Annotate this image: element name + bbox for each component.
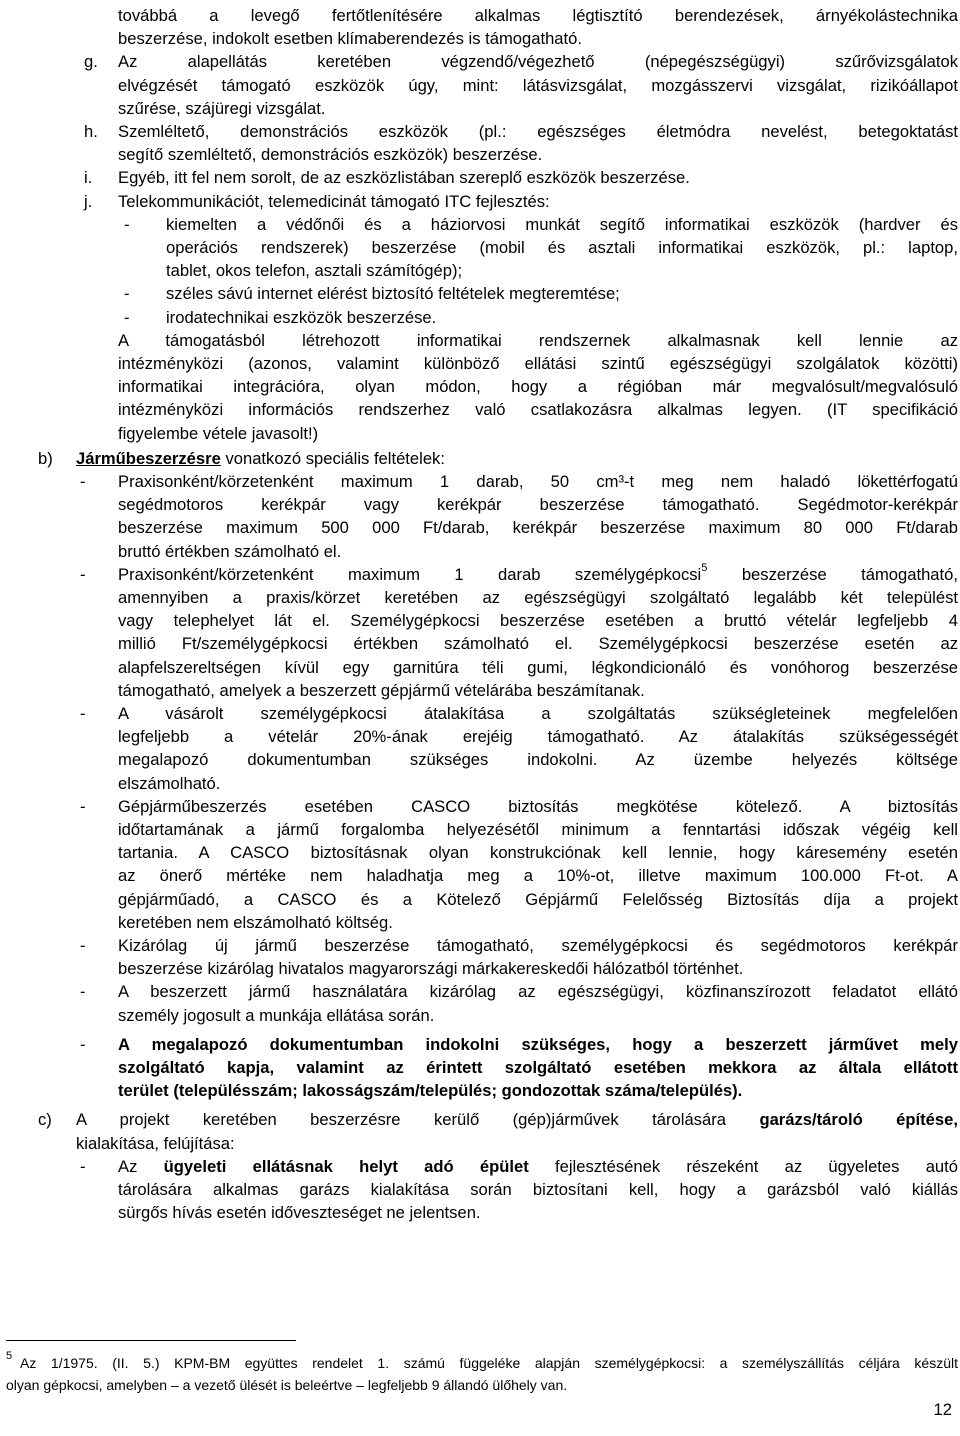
- text-line: időtartamának a jármű forgalomba helyezésétől minimum a fenntartási időszak végéig kell: [118, 820, 958, 839]
- text-line: [76, 447, 445, 470]
- text-line: figyelembe vétele javasolt!): [118, 423, 319, 443]
- text-line: operációs rendszerek) beszerzése (mobil és asztali informatikai eszközök, pl.: laptop,: [166, 238, 958, 257]
- list-marker: c): [38, 1110, 52, 1130]
- text-line: [118, 1155, 958, 1178]
- text-line: irodatechnikai eszközök beszerzése.: [166, 307, 437, 327]
- text-line: elvégzését támogató eszközök úgy, mint: látásvizsgálat, mozgásszervi vizsgálat, rizikóállapot: [118, 75, 958, 95]
- list-marker: -: [80, 982, 86, 1002]
- text-run: Az: [118, 1156, 164, 1176]
- text-line: elszámolható.: [118, 773, 221, 793]
- text-line: szűrése, szájüregi vizsgálat.: [118, 98, 326, 118]
- list-marker: -: [124, 214, 130, 234]
- text-line: széles sávú internet elérést biztosító feltételek megteremtése;: [166, 284, 620, 304]
- text-run: Praxisonként/körzetenként maximum 1 darab személygépkocsi: [118, 564, 702, 584]
- text-line: intézményközi (azonos, valamint különböző ellátási szintű egészségügyi szolgálatok közötti): [118, 354, 958, 373]
- text-line: A megalapozó dokumentumban indokolni szükséges, hogy a beszerzett járművet mely: [118, 1034, 958, 1054]
- list-marker: -: [124, 307, 130, 327]
- list-marker: -: [80, 472, 86, 491]
- footnote-line-2: olyan gépkocsi, amelyben – a vezető ülését is beleértve – legfeljebb 9 állandó ülőhely van.: [6, 1377, 568, 1393]
- text-line: legfeljebb a vételár 20%-ának erejéig támogatható. Az átalakítás szükségességét: [118, 727, 958, 747]
- list-marker: -: [80, 936, 86, 955]
- text-run: vonatkozó speciális feltételek:: [220, 448, 445, 468]
- list-marker: -: [80, 796, 86, 816]
- list-marker: -: [80, 564, 86, 584]
- text-line: gépjárműadó, a CASCO és a Kötelező Gépjármű Felelősség Biztosítás díja a projekt: [118, 889, 958, 909]
- bold-underlined-text: Járműbeszerzésre: [76, 448, 221, 468]
- list-marker: -: [80, 1034, 86, 1054]
- text-line: beszerzése, indokolt esetben klímaberendezés is támogatható.: [118, 29, 582, 49]
- footnote-number: 5: [6, 1350, 13, 1362]
- page-number: 12: [933, 1400, 952, 1419]
- text-line: keretében nem elszámolható költség.: [118, 912, 393, 932]
- text-line: személy jogosult a munkája ellátása során.: [118, 1005, 435, 1025]
- text-line: Kizárólag új jármű beszerzése támogatható, személygépkocsi és segédmotoros kerékpár: [118, 936, 958, 955]
- text-line: informatikai integrációra, olyan módon, hogy a régióban már megvalósult/megvalósuló: [118, 377, 958, 397]
- text-line: segítő szemléltető, demonstrációs eszközök) beszerzése.: [118, 145, 543, 165]
- text-line: Gépjárműbeszerzés esetében CASCO biztosítás megkötése kötelező. A biztosítás: [118, 796, 958, 816]
- text-line: intézményközi információs rendszerhez való csatlakozásra alkalmas legyen. (IT specifikáció: [118, 400, 958, 420]
- text-run: beszerzése támogatható,: [707, 564, 958, 584]
- text-line: vagy telephelyet lát el. Személygépkocsi beszerzése esetében a bruttó vételár legfeljebb 4: [118, 611, 958, 631]
- text-run: A projekt keretében beszerzésre kerülő (gép)járművek tárolására: [76, 1110, 760, 1130]
- text-line: továbbá a levegő fertőtlenítésére alkalmas légtisztító berendezések, árnyékolástechnika: [118, 6, 958, 25]
- text-line: kiemelten a védőnői és a háziorvosi munkát segítő informatikai eszközök (hardver és: [166, 214, 958, 234]
- text-line: Praxisonként/körzetenként maximum 1 darab, 50 cm³-t meg nem haladó lökettérfogatú: [118, 472, 958, 491]
- footnote-line-1: Az 1/1975. (II. 5.) KPM-BM együttes rendelet 1. számú függeléke alapján személygépkocsi: a személyszállítás céljára készült: [20, 1355, 958, 1371]
- text-line: az önerő mértéke nem haladhatja meg a 10%-ot, illetve maximum 100.000 Ft-ot. A: [118, 866, 958, 886]
- footnote-reference: 5: [701, 562, 708, 575]
- text-line: Egyéb, itt fel nem sorolt, de az eszközlistában szereplő eszközök beszerzése.: [118, 168, 690, 188]
- list-marker: -: [80, 704, 86, 723]
- text-line: amennyiben a praxis/körzet keretében az egészségügyi szolgáltató legalább két települést: [118, 588, 958, 607]
- text-line: beszerzése kizárólag hivatalos magyarországi márkakereskedői hálózatból történhet.: [118, 959, 744, 979]
- text-line: támogatható, amelyek a beszerzett gépjármű vételárába beszámítanak.: [118, 680, 645, 700]
- text-line: [76, 1108, 958, 1131]
- text-line: bruttó értékben számolható el.: [118, 541, 342, 561]
- list-marker: b): [38, 448, 53, 468]
- text-line: Az alapellátás keretében végzendő/végezhető (népegészségügyi) szűrővizsgálatok: [118, 52, 958, 72]
- list-marker: i.: [84, 168, 93, 188]
- bold-text: ügyeleti ellátásnak helyt adó épület: [163, 1156, 529, 1176]
- text-line: Telekommunikációt, telemedicinát támogató ITC fejlesztés:: [118, 191, 550, 211]
- list-marker: g.: [84, 52, 98, 72]
- list-marker: -: [124, 284, 130, 304]
- text-line: sürgős hívás esetén időveszteséget ne jelentsen.: [118, 1203, 481, 1223]
- text-line: millió Ft/személygépkocsi értékben számolható el. Személygépkocsi beszerzése esetén az: [118, 634, 958, 654]
- text-line: tárolására alkalmas garázs kialakítása során biztosítani kell, hogy a garázsból való kiállás: [118, 1180, 958, 1199]
- text-run: fejlesztésének részeként az ügyeletes autó: [528, 1156, 959, 1176]
- text-line: beszerzése maximum 500 000 Ft/darab, kerékpár beszerzése maximum 80 000 Ft/darab: [118, 518, 958, 538]
- text-line: kialakítása, felújítása:: [76, 1133, 235, 1153]
- text-line: Szemléltető, demonstrációs eszközök (pl.: egészséges életmódra nevelést, betegoktatást: [118, 122, 958, 141]
- text-line: [118, 563, 958, 586]
- text-line: A vásárolt személygépkocsi átalakítása a szolgáltatás szükségleteinek megfelelően: [118, 704, 958, 723]
- list-marker: -: [80, 1156, 86, 1176]
- text-line: A beszerzett jármű használatára kizárólag az egészségügyi, közfinanszírozott feladatot ellátó: [118, 982, 958, 1002]
- list-marker: h.: [84, 122, 98, 141]
- list-marker: j.: [84, 191, 93, 211]
- text-line: terület (településszám; lakosságszám/település; gondozottak száma/település).: [118, 1081, 743, 1101]
- text-line: A támogatásból létrehozott informatikai rendszernek alkalmasnak kell lennie az: [118, 330, 958, 350]
- text-line: megalapozó dokumentumban szükséges indokolni. Az üzembe helyezés költsége: [118, 750, 958, 770]
- text-line: tablet, okos telefon, asztali számítógép);: [166, 261, 463, 281]
- footnote-separator: [6, 1340, 296, 1341]
- text-line: tartania. A CASCO biztosításnak olyan konstrukciónak kell lennie, hogy káresemény esetén: [118, 843, 958, 863]
- text-line: szolgáltató kapja, valamint az érintett szolgáltató esetében mekkora az általa ellátott: [118, 1058, 958, 1077]
- text-line: alapfelszereltségen kívül egy garnitúra téli gumi, légkondicionáló és vonóhorog beszerzése: [118, 657, 958, 677]
- text-line: segédmotoros kerékpár vagy kerékpár beszerzése támogatható. Segédmotor-kerékpár: [118, 495, 958, 515]
- bold-text: garázs/tároló építése,: [759, 1110, 958, 1130]
